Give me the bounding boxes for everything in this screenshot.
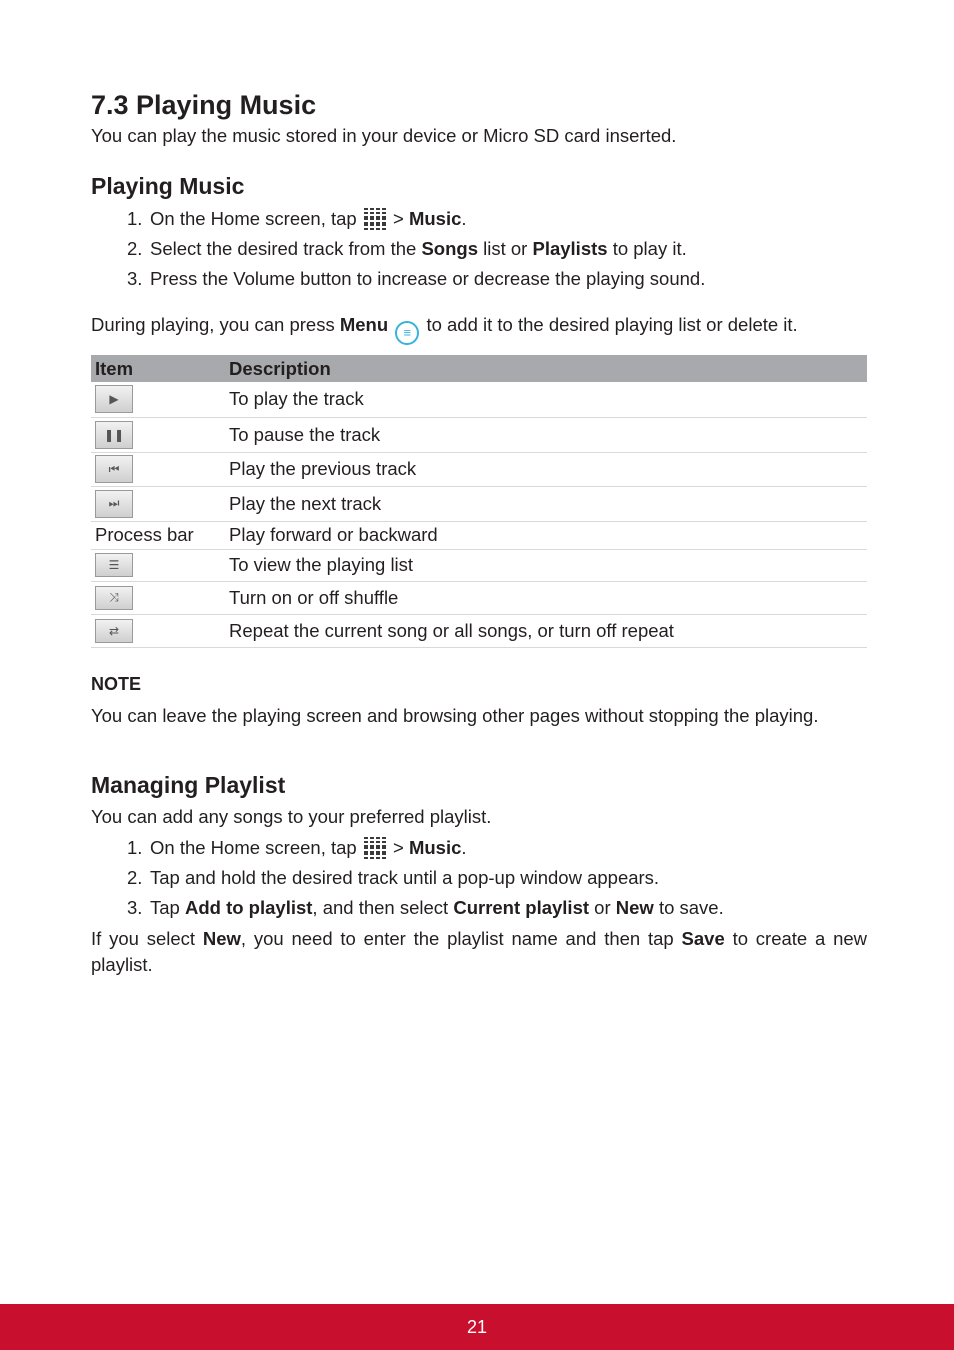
row-description: Turn on or off shuffle xyxy=(225,581,867,614)
menu-line: During playing, you can press Menu ≡ to add it to the desired playing list or delete it. xyxy=(91,313,798,345)
managing-playlist-heading: Managing Playlist xyxy=(91,772,286,798)
next-track-icon: ⏭ xyxy=(95,490,133,518)
repeat-icon: ⇄ xyxy=(95,619,133,643)
table-row xyxy=(91,614,867,647)
step-3: 3. Press the Volume button to increase or decrease the playing sound. xyxy=(127,268,706,289)
menu-icon: ≡ xyxy=(395,321,419,345)
page-number: 21 xyxy=(466,1317,488,1337)
row-description: To view the playing list xyxy=(225,549,867,581)
table-row xyxy=(91,452,867,486)
previous-track-icon: ⏮ xyxy=(95,455,133,483)
row-description: Play forward or backward xyxy=(225,521,867,549)
table-row xyxy=(91,486,867,521)
manage-step-1: 1. On the Home screen, tap > Music. xyxy=(127,837,467,858)
manage-step-3: 3. Tap Add to playlist, and then select Current playlist or New to save. xyxy=(127,897,724,918)
row-description: Repeat the current song or all songs, or turn off repeat xyxy=(225,614,867,647)
step-1: 1. On the Home screen, tap > Music. xyxy=(127,208,467,229)
apps-grid-icon xyxy=(364,208,386,230)
table-row xyxy=(91,549,867,581)
playing-music-heading: Playing Music xyxy=(91,173,245,199)
table-row xyxy=(91,417,867,452)
pause-icon: ❚❚ xyxy=(95,421,133,449)
table-header-row xyxy=(91,355,867,382)
step-2: 2. Select the desired track from the Songs list or Playlists to play it. xyxy=(127,238,687,259)
playlist-icon: ☰ xyxy=(95,553,133,577)
apps-grid-icon xyxy=(364,837,386,859)
managing-closing: If you select New, you need to enter the playlist name and then tap Save to create a new playlist. xyxy=(91,928,868,975)
page-footer xyxy=(0,1304,954,1350)
row-description: To play the track xyxy=(225,382,867,417)
section-intro: You can play the music stored in your device or Micro SD card inserted. xyxy=(91,125,677,146)
note-text: You can leave the playing screen and browsing other pages without stopping the playing. xyxy=(91,705,819,726)
managing-intro: You can add any songs to your preferred playlist. xyxy=(91,806,492,827)
row-item: Process bar xyxy=(91,521,225,549)
manage-step-2: 2. Tap and hold the desired track until a pop-up window appears. xyxy=(127,867,660,888)
controls-table xyxy=(91,355,867,648)
table-row xyxy=(91,382,867,417)
table-row xyxy=(91,581,867,614)
row-description: Play the next track xyxy=(225,486,867,521)
shuffle-icon: ⤨ xyxy=(95,586,133,610)
note-label: NOTE xyxy=(91,674,142,694)
table-row xyxy=(91,521,867,549)
page-title: 7.3 Playing Music xyxy=(91,90,317,120)
column-header-description: Description xyxy=(225,355,867,382)
row-description: Play the previous track xyxy=(225,452,867,486)
play-icon: ▶ xyxy=(95,385,133,413)
column-header-item: Item xyxy=(91,355,225,382)
row-description: To pause the track xyxy=(225,417,867,452)
